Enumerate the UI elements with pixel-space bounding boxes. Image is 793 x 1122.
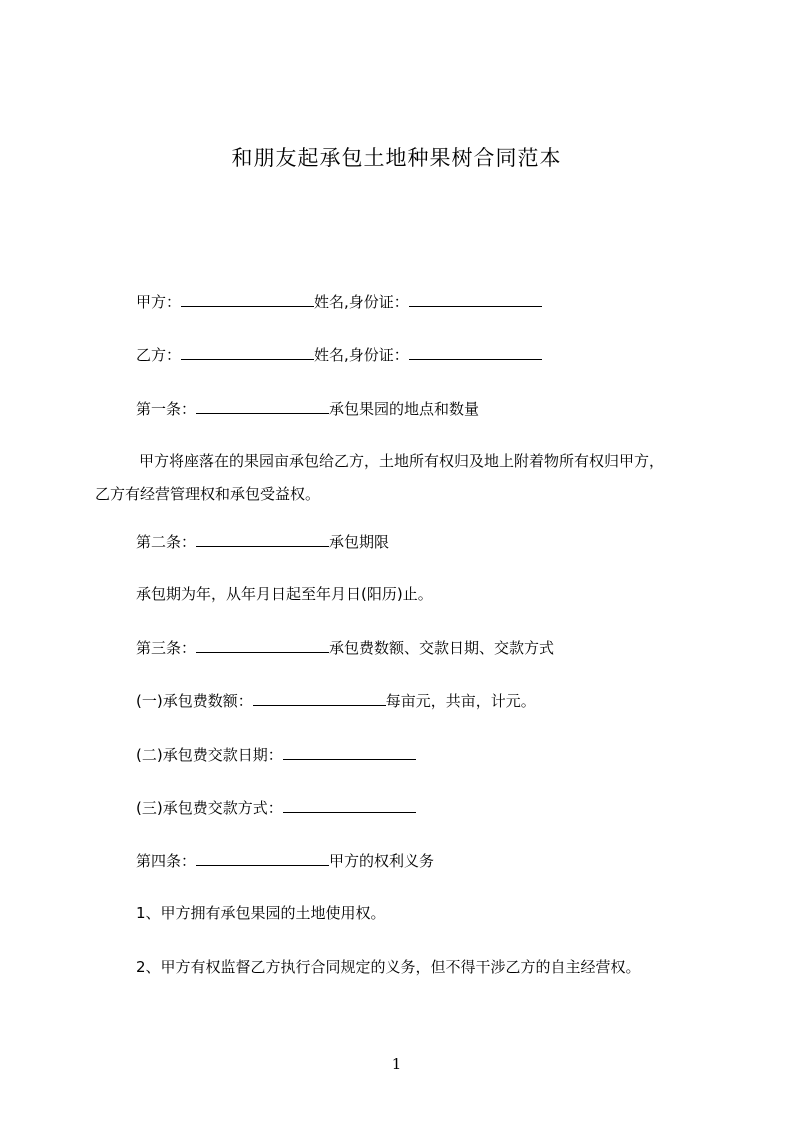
blank-field xyxy=(196,637,329,653)
article2-heading xyxy=(136,531,389,552)
article3-heading xyxy=(136,637,554,658)
article1-body-line1: 甲方将座落在的果园亩承包给乙方，土地所有权归及地上附着物所有权归甲方， xyxy=(139,452,665,470)
party-b-line xyxy=(136,344,542,365)
page-number: 1 xyxy=(391,1055,402,1073)
blank-field xyxy=(283,797,416,813)
blank-field xyxy=(196,398,329,414)
party-a-id-label: 姓名,身份证： xyxy=(314,293,409,311)
article1-heading xyxy=(136,398,479,419)
clause2: 2、甲方有权监督乙方执行合同规定的义务，但不得干涉乙方的自主经营权。 xyxy=(136,958,641,976)
article2-text: 承包期限 xyxy=(329,533,390,551)
blank-field xyxy=(181,291,314,307)
blank-field xyxy=(409,291,542,307)
article3-text: 承包费数额、交款日期、交款方式 xyxy=(329,639,555,657)
party-a-line xyxy=(136,291,542,312)
clause1: 1、甲方拥有承包果园的土地使用权。 xyxy=(136,904,386,922)
blank-field xyxy=(283,744,416,760)
party-b-label: 乙方： xyxy=(136,346,182,364)
item2-line xyxy=(136,744,416,765)
item3-line xyxy=(136,797,416,818)
article1-body xyxy=(95,445,705,511)
article4-label: 第四条： xyxy=(136,852,197,870)
party-b-id-label: 姓名,身份证： xyxy=(314,346,409,364)
article1-label: 第一条： xyxy=(136,400,197,418)
article1-body-line2: 乙方有经营管理权和承包受益权。 xyxy=(95,485,321,503)
item2-label: (二)承包费交款日期： xyxy=(136,746,283,764)
article2-body: 承包期为年，从年月日起至年月日(阳历)止。 xyxy=(136,585,433,603)
party-a-label: 甲方： xyxy=(136,293,182,311)
article4-text: 甲方的权利义务 xyxy=(329,852,435,870)
article1-text: 承包果园的地点和数量 xyxy=(329,400,480,418)
item1-text: 每亩元，共亩，计元。 xyxy=(385,692,536,710)
article2-label: 第二条： xyxy=(136,533,197,551)
blank-field xyxy=(196,531,329,547)
document-title: 和朋友起承包土地种果树合同范本 xyxy=(231,146,562,170)
blank-field xyxy=(409,344,542,360)
item1-line xyxy=(136,690,536,711)
blank-field xyxy=(253,690,386,706)
item3-label: (三)承包费交款方式： xyxy=(136,799,283,817)
article4-heading xyxy=(136,850,434,871)
blank-field xyxy=(196,850,329,866)
blank-field xyxy=(181,344,314,360)
item1-label: (一)承包费数额： xyxy=(136,692,253,710)
article3-label: 第三条： xyxy=(136,639,197,657)
